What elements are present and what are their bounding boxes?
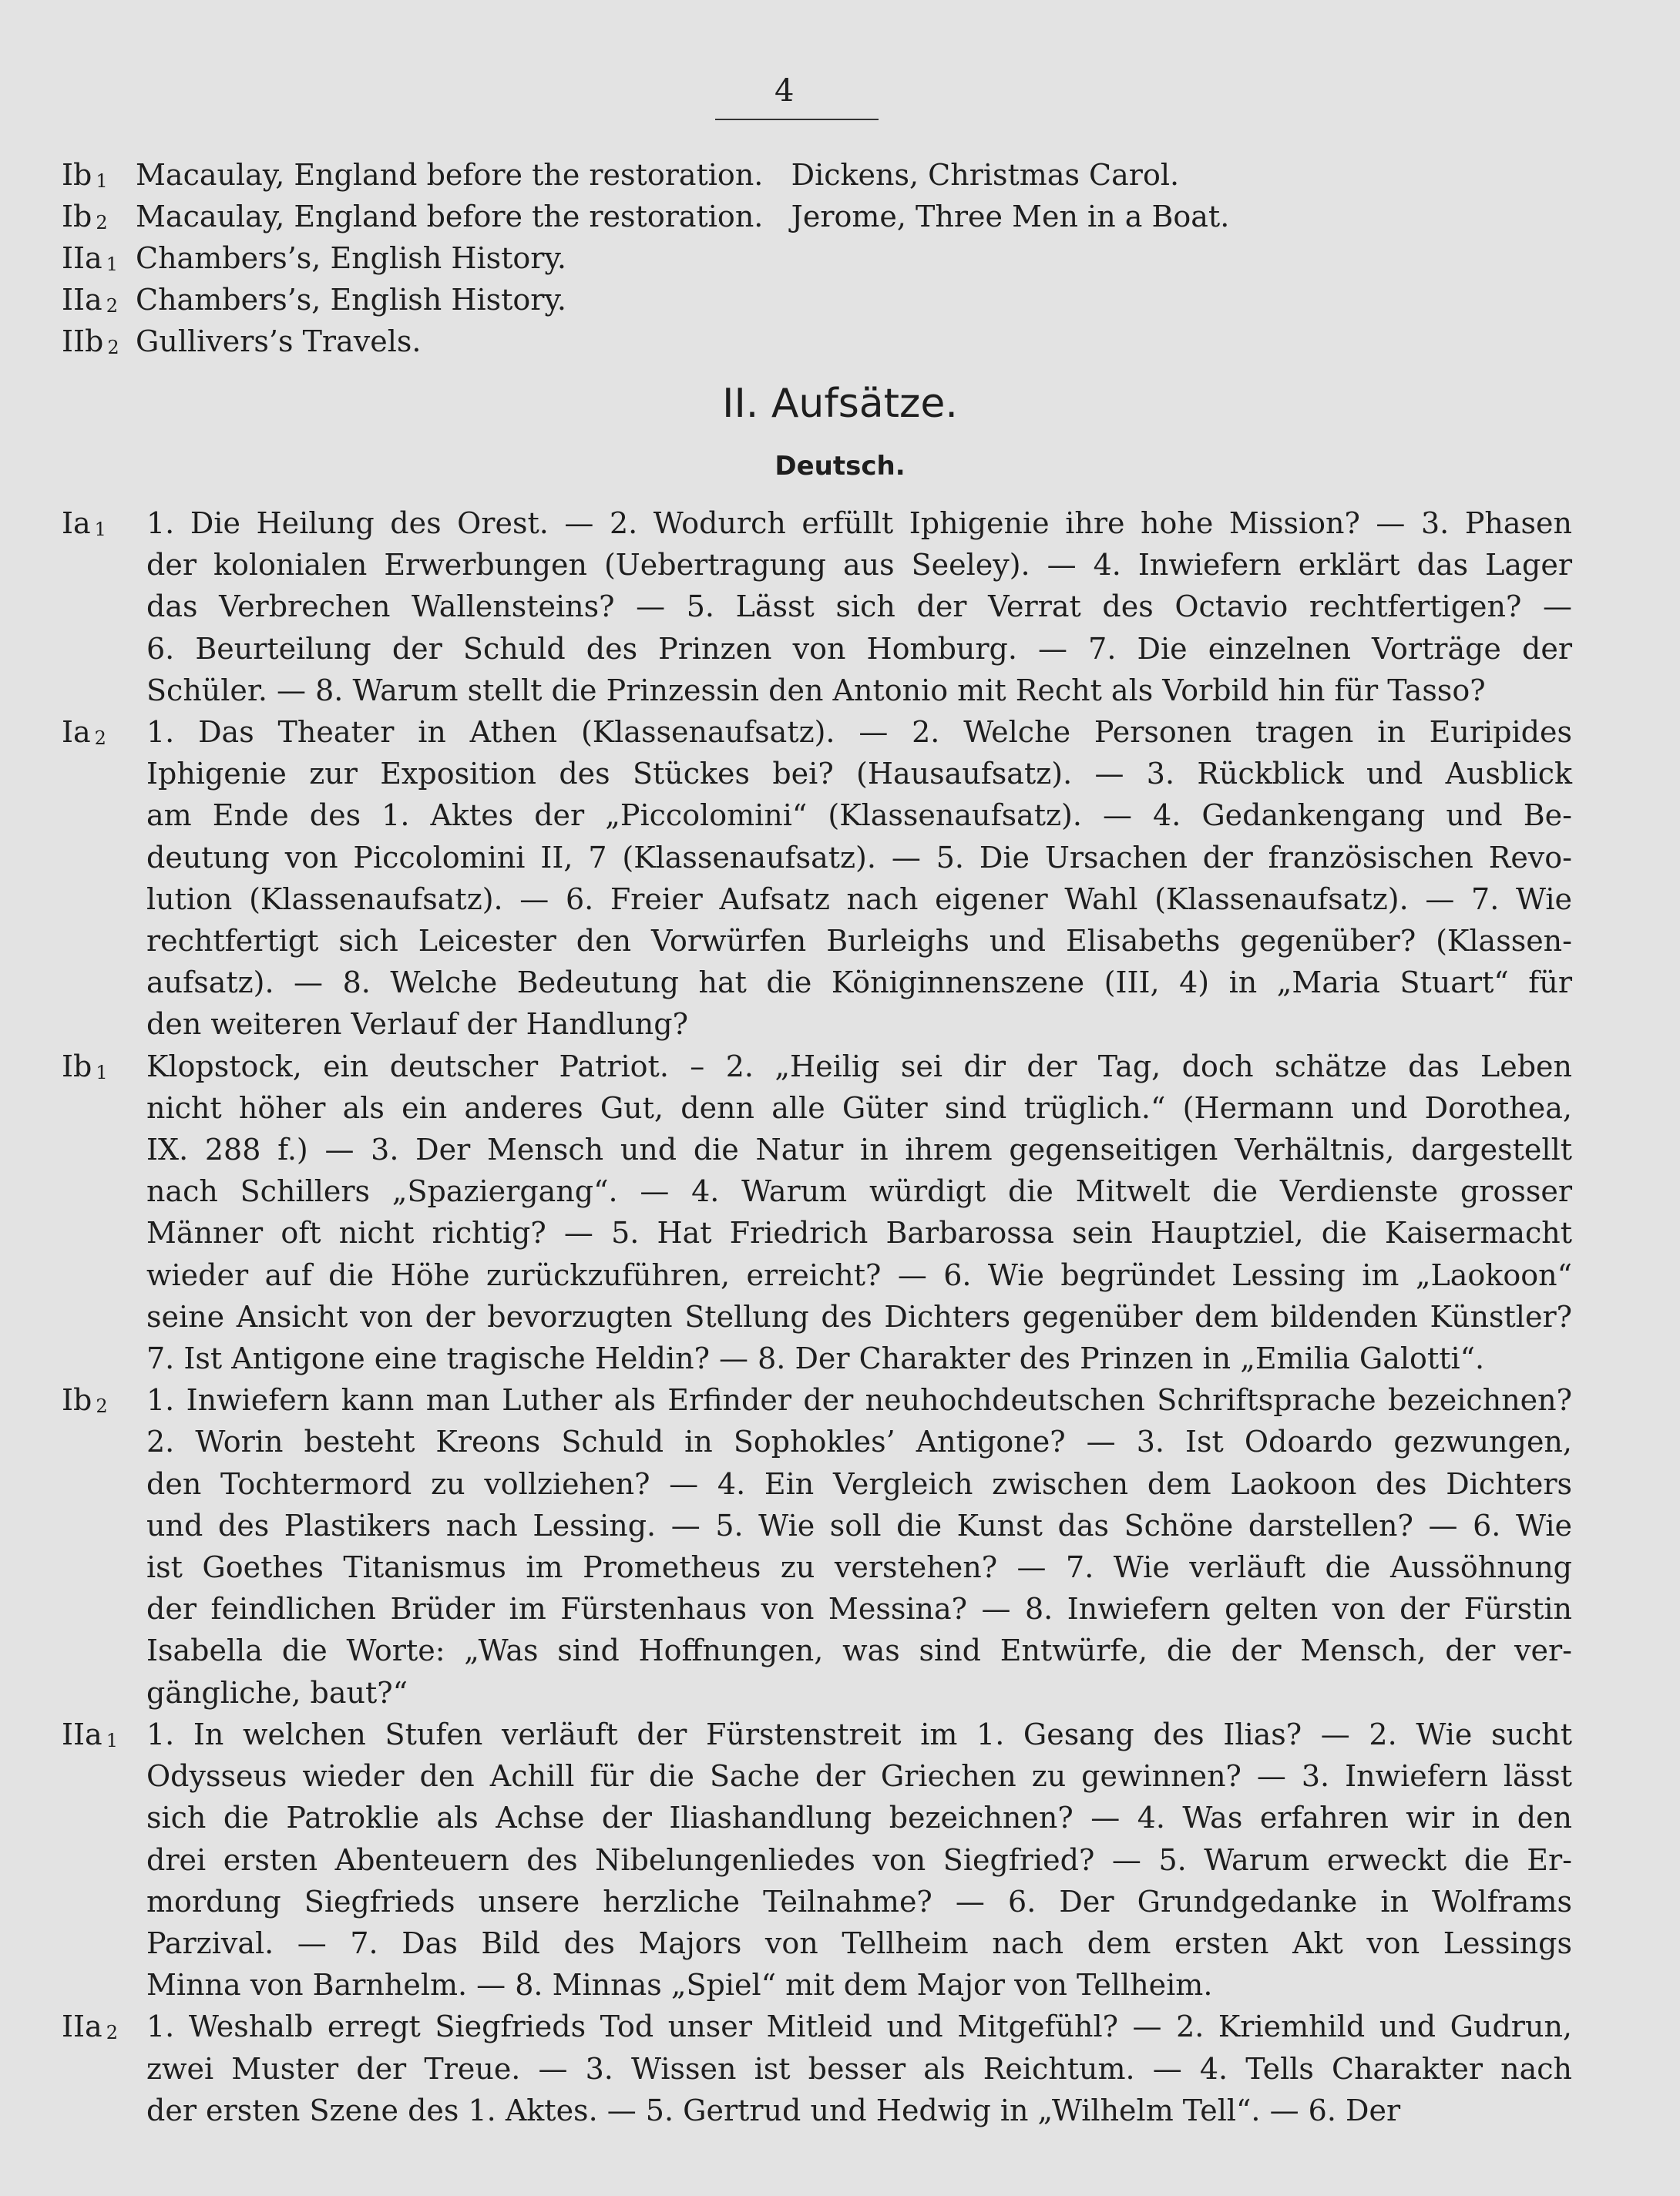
class-label: Ib 1 xyxy=(62,158,108,192)
class-label: IIa 2 xyxy=(62,283,118,317)
reading-text: Macaulay, England before the restoration. Dickens, Christmas Carol. xyxy=(136,158,1180,192)
class-label: Ib 1 xyxy=(62,1049,108,1083)
essay-text xyxy=(146,1046,1572,1380)
text-line: ist Goethes Titanismus im Prometheus zu verstehen? — 7. Wie verläuft die Aussöhnung xyxy=(146,1550,1572,1585)
reading-row xyxy=(62,154,1572,196)
reading-text: Gullivers’s Travels. xyxy=(136,324,422,358)
text-line: 2. Worin besteht Kreons Schuld in Sophokles’ Antigone? — 3. Ist Odoardo gezwungen, xyxy=(146,1425,1572,1459)
class-label: Ib 2 xyxy=(62,200,108,233)
text-line: zwei Muster der Treue. — 3. Wissen ist besser als Reichtum. — 4. Tells Charakter nach xyxy=(146,2051,1572,2086)
text-line: nicht höher als ein anderes Gut, denn alle Güter sind trüglich.“ (Hermann und Dorothea, xyxy=(146,1090,1572,1125)
essay-text xyxy=(146,711,1572,1046)
text-line: Schüler. — 8. Warum stellt die Prinzessin den Antonio mit Recht als Vorbild hin für Tasso? xyxy=(146,673,1486,707)
essay-entry xyxy=(62,711,1572,1046)
class-label: Ia 2 xyxy=(62,715,106,750)
section-subheading: Deutsch. xyxy=(774,451,906,482)
text-line: und des Plastikers nach Lessing. — 5. Wie soll die Kunst das Schöne darstellen? — 6. Wie xyxy=(146,1508,1572,1543)
page-number-rule xyxy=(715,119,879,120)
text-line: IX. 288 f.) — 3. Der Mensch und die Natur in ihrem gegenseitigen Verhältnis, dargestellt xyxy=(146,1133,1572,1167)
text-line: 1. In welchen Stufen verläuft der Fürstenstreit im 1. Gesang des Ilias? — 2. Wie sucht xyxy=(146,1717,1572,1751)
text-line: nach Schillers „Spaziergang“. — 4. Warum würdigt die Mitwelt die Verdienste grosser xyxy=(146,1174,1572,1209)
text-line: aufsatz). — 8. Welche Bedeutung hat die Königinnenszene (III, 4) in „Maria Stuart“ für xyxy=(146,965,1572,1000)
essay-entry xyxy=(62,2006,1572,2131)
text-line: Männer oft nicht richtig? — 5. Hat Friedrich Barbarossa sein Hauptziel, die Kaisermacht xyxy=(146,1216,1572,1251)
text-line: den weiteren Verlauf der Handlung? xyxy=(146,1007,688,1042)
essay-text xyxy=(146,502,1572,711)
essay-entry xyxy=(62,502,1572,711)
text-line: 1. Die Heilung des Orest. — 2. Wodurch erfüllt Iphigenie ihre hohe Mission? — 3. Phasen xyxy=(146,506,1572,540)
text-line: Odysseus wieder den Achill für die Sache der Griechen zu gewinnen? — 3. Inwiefern lässt xyxy=(146,1759,1572,1794)
text-line: mordung Siegfrieds unsere herzliche Teilnahme? — 6. Der Grundgedanke in Wolframs xyxy=(146,1884,1572,1919)
text-line: Klopstock, ein deutscher Patriot. – 2. „Heilig sei dir der Tag, doch schätze das Leben xyxy=(146,1049,1572,1083)
class-label: Ib 2 xyxy=(62,1383,108,1418)
reading-row xyxy=(62,279,1572,321)
text-line: drei ersten Abenteuern des Nibelungenliedes von Siegfried? — 5. Warum erweckt die Er- xyxy=(146,1842,1572,1877)
text-line: sich die Patroklie als Achse der Iliashandlung bezeichnen? — 4. Was erfahren wir in den xyxy=(146,1801,1572,1835)
section-heading: II. Aufsätze. xyxy=(722,381,958,427)
text-line: 1. Weshalb erregt Siegfrieds Tod unser Mitleid und Mitgefühl? — 2. Kriemhild und Gudrun, xyxy=(146,2010,1572,2044)
essay-list xyxy=(62,502,1572,2131)
essay-entry xyxy=(62,1046,1572,1380)
reading-text: Macaulay, England before the restoration. Jerome, Three Men in a Boat. xyxy=(136,200,1230,233)
reading-list xyxy=(62,154,1572,362)
text-line: Iphigenie zur Exposition des Stückes bei? (Hausaufsatz). — 3. Rückblick und Ausblick xyxy=(146,757,1572,791)
page-number: 4 xyxy=(774,73,795,109)
essay-entry xyxy=(62,1714,1572,2006)
essay-text xyxy=(146,1379,1572,1714)
text-line: der kolonialen Erwerbungen (Uebertragung aus Seeley). — 4. Inwiefern erklärt das Lager xyxy=(146,548,1572,583)
text-line: am Ende des 1. Aktes der „Piccolomini“ (Klassenaufsatz). — 4. Gedankengang und Be- xyxy=(146,798,1572,833)
text-line: Parzival. — 7. Das Bild des Majors von Tellheim nach dem ersten Akt von Lessings xyxy=(146,1926,1572,1960)
essay-text xyxy=(146,1714,1572,2006)
text-line: deutung von Piccolomini II, 7 (Klassenaufsatz). — 5. Die Ursachen der französischen Revo- xyxy=(146,840,1572,875)
text-line: der feindlichen Brüder im Fürstenhaus von Messina? — 8. Inwiefern gelten von der Fürstin xyxy=(146,1592,1572,1627)
text-line: Isabella die Worte: „Was sind Hoffnungen, was sind Entwürfe, die der Mensch, der ver- xyxy=(146,1634,1572,1668)
text-line: Minna von Barnhelm. — 8. Minnas „Spiel“ mit dem Major von Tellheim. xyxy=(146,1968,1213,2003)
reading-text: Chambers’s, English History. xyxy=(136,241,566,275)
text-line: wieder auf die Höhe zurückzuführen, erreicht? — 6. Wie begründet Lessing im „Laokoon“ xyxy=(146,1257,1572,1292)
text-line: 7. Ist Antigone eine tragische Heldin? — 8. Der Charakter des Prinzen in „Emilia Galotti“. xyxy=(146,1341,1485,1376)
reading-row xyxy=(62,237,1572,279)
class-label: Ia 1 xyxy=(62,506,106,540)
text-line: lution (Klassenaufsatz). — 6. Freier Aufsatz nach eigener Wahl (Klassenaufsatz). — 7. Wie xyxy=(146,881,1572,916)
text-line: 1. Inwiefern kann man Luther als Erfinder der neuhochdeutschen Schriftsprache bezeichnen? xyxy=(146,1383,1572,1418)
essay-entry xyxy=(62,1379,1572,1714)
reading-text: Chambers’s, English History. xyxy=(136,283,566,317)
class-label: IIb 2 xyxy=(62,324,119,358)
essay-text xyxy=(146,2006,1572,2131)
text-line: 6. Beurteilung der Schuld des Prinzen von Homburg. — 7. Die einzelnen Vorträge der xyxy=(146,631,1572,666)
text-line: 1. Das Theater in Athen (Klassenaufsatz). — 2. Welche Personen tragen in Euripides xyxy=(146,715,1572,750)
class-label: IIa 2 xyxy=(62,2010,118,2044)
text-line: den Tochtermord zu vollziehen? — 4. Ein Vergleich zwischen dem Laokoon des Dichters xyxy=(146,1466,1572,1501)
text-line: gängliche, baut?“ xyxy=(146,1675,408,1710)
text-line: das Verbrechen Wallensteins? — 5. Lässt sich der Verrat des Octavio rechtfertigen? — xyxy=(146,589,1572,624)
text-line: rechtfertigt sich Leicester den Vorwürfen Burleighs und Elisabeths gegenüber? (Klassen- xyxy=(146,924,1572,959)
reading-row xyxy=(62,196,1572,237)
class-label: IIa 1 xyxy=(62,241,118,275)
class-label: IIa 1 xyxy=(62,1717,118,1751)
text-line: seine Ansicht von der bevorzugten Stellung des Dichters gegenüber dem bildenden Künstler? xyxy=(146,1299,1572,1334)
text-line: der ersten Szene des 1. Aktes. — 5. Gertrud und Hedwig in „Wilhelm Tell“. — 6. Der xyxy=(146,2093,1401,2127)
reading-row xyxy=(62,321,1572,362)
